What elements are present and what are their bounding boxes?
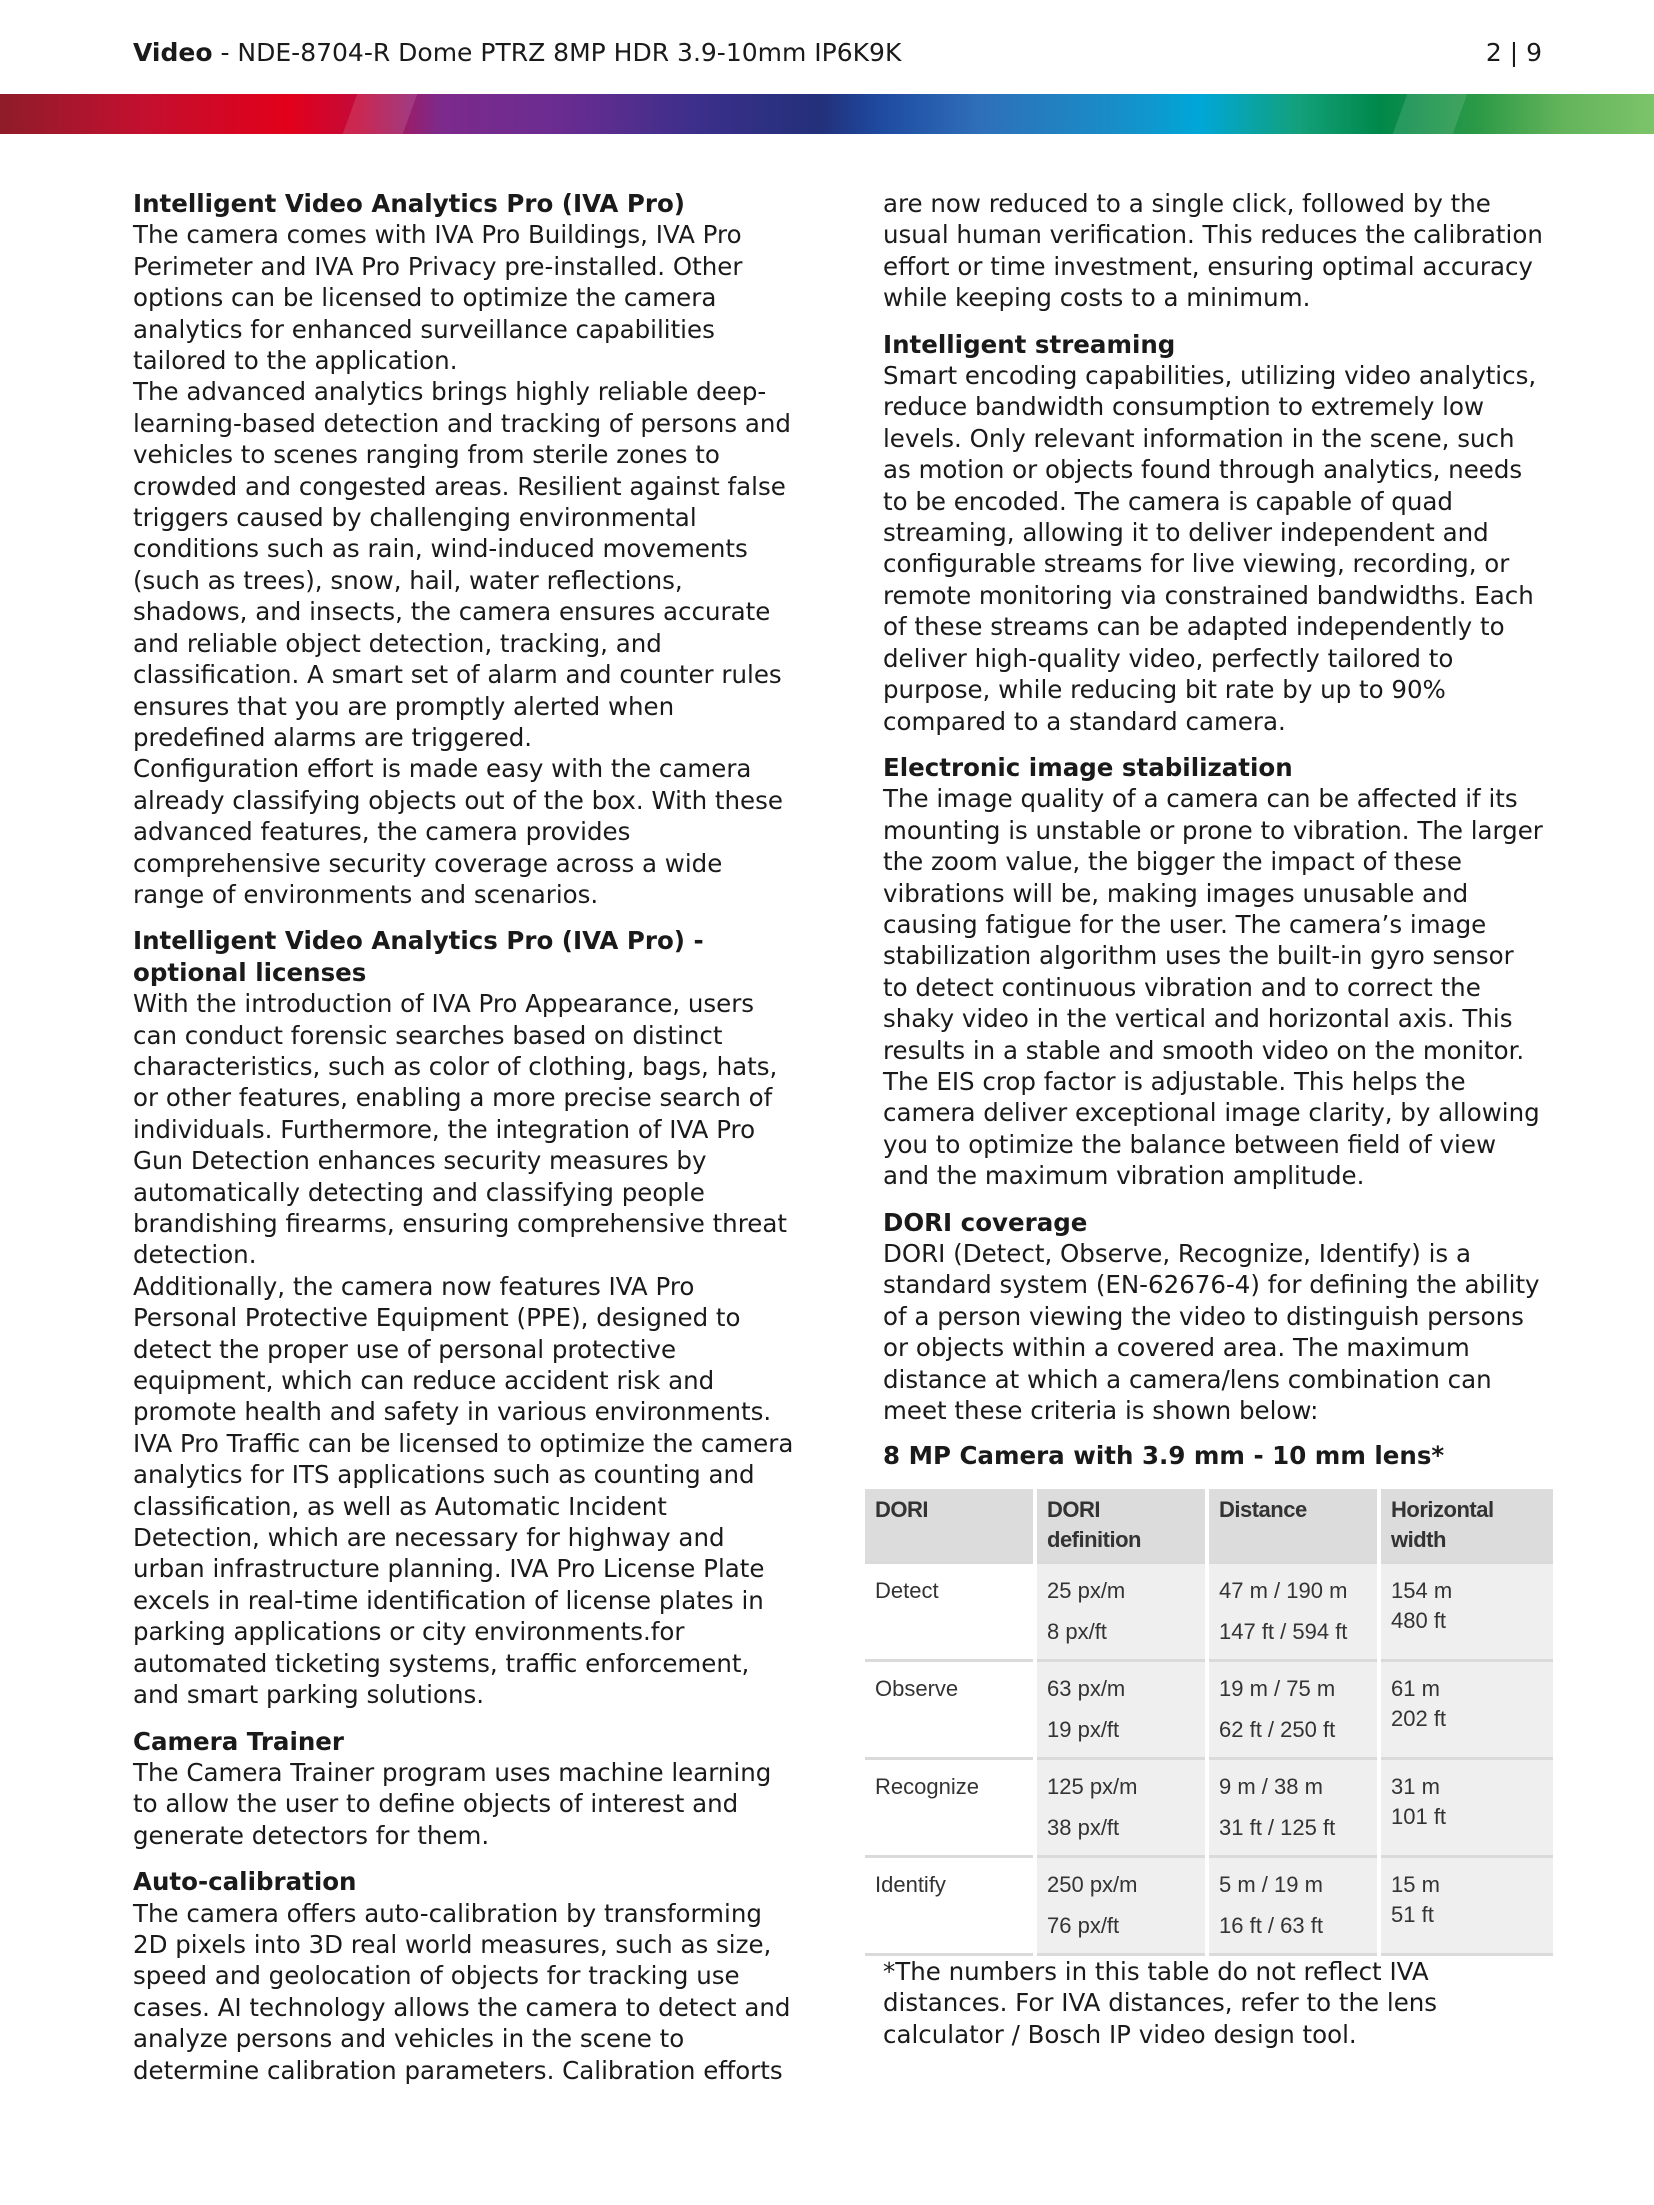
table-title: 8 MP Camera with 3.9 mm - 10 mm lens*: [883, 1441, 1445, 1471]
column-header: Distance: [1207, 1489, 1379, 1563]
dori-definition: [1035, 1660, 1207, 1758]
width-imperial: 101 ft: [1391, 1803, 1447, 1829]
section-heading-auto-calibration: Auto-calibration: [133, 1867, 357, 1897]
distance-metric: 19 m / 75 m: [1219, 1675, 1336, 1701]
definition-metric: 250 px/m: [1047, 1871, 1138, 1897]
dori-table: [865, 1489, 1553, 1956]
width-imperial: 480 ft: [1391, 1607, 1447, 1633]
horizontal-width: [1379, 1562, 1553, 1660]
paragraph: Smart encoding capabilities, utilizing video analytics, reduce bandwidth consumption to extremely low levels. Only relevant information in the scene, such as motion or objects found through analytics, needs to be encoded. The camera is capable of quad streaming, allowing it to deliver independent and configurable streams for live viewing, recording, or remote monitoring via constrained bandwidths. Each of these streams can be adapted independently to deliver high-quality video, perfectly tailored to purpose, while reducing bit rate by up to 90% compared to a standard camera.: [883, 361, 1537, 736]
distance-metric: 47 m / 190 m: [1219, 1577, 1348, 1603]
paragraph: DORI (Detect, Observe, Recognize, Identify) is a standard system (EN-62676-4) for defining the ability of a person viewing the video to distinguish persons or objects within a covered area. The maximum distance at which a camera/lens combination can meet these criteria is shown below:: [883, 1239, 1540, 1426]
width-metric: 154 m: [1391, 1577, 1453, 1603]
header-brand: Video: [133, 38, 213, 67]
width-metric: 31 m: [1391, 1773, 1440, 1799]
section-heading-dori: DORI coverage: [883, 1207, 1088, 1237]
horizontal-width: [1379, 1856, 1553, 1954]
dori-definition: [1035, 1856, 1207, 1954]
paragraph: The advanced analytics brings highly reliable deep-learning-based detection and tracking of persons and vehicles to scenes ranging from sterile zones to crowded and congested areas. Resilient against false triggers caused by challenging environmental conditions such as rain, wind-induced movements (such as trees), snow, hail, water reflections, shadows, and insects, the camera ensures accurate and reliable object detection, tracking, and classification. A smart set of alarm and counter rules ensures that you are promptly alerted when predefined alarms are triggered.: [133, 377, 791, 752]
section-heading-camera-trainer: Camera Trainer: [133, 1726, 344, 1756]
width-imperial: 202 ft: [1391, 1705, 1447, 1731]
right-column: [875, 188, 1543, 2050]
column-header: DORI: [865, 1489, 1035, 1563]
paragraph: With the introduction of IVA Pro Appearance, users can conduct forensic searches based on distinct characteristics, such as color of clothing, bags, hats, or other features, enabling a more precise search of individuals. Furthermore, the integration of IVA Pro Gun Detection enhances security measures by automatically detecting and classifying people brandishing firearms, ensuring comprehensive threat detection.: [133, 989, 787, 1270]
paragraph: The camera offers auto-calibration by transforming 2D pixels into 3D real world measures, such as size, speed and geolocation of objects for tracking use cases. AI technology allows the camera to detect and analyze persons and vehicles in the scene to determine calibration parameters. Calibration efforts: [133, 1898, 791, 2085]
section-heading-iva-pro: Intelligent Video Analytics Pro (IVA Pro): [133, 189, 685, 218]
table-footnote: *The numbers in this table do not reflect IVA distances. For IVA distances, refer to the lens calculator / Bosch IP video design tool.: [883, 1956, 1438, 2049]
dori-level: Observe: [865, 1660, 1035, 1758]
column-header: DORI definition: [1035, 1489, 1207, 1563]
definition-imperial: 38 px/ft: [1047, 1814, 1120, 1840]
dori-level: Identify: [865, 1856, 1035, 1954]
distance: [1207, 1562, 1379, 1660]
paragraph: The image quality of a camera can be affected if its mounting is unstable or prone to vibration. The larger the zoom value, the bigger the impact of these vibrations will be, making images unusable and causing fatigue for the user. The camera’s image stabilization algorithm uses the built-in gyro sensor to detect continuous vibration and to correct the shaky video in the vertical and horizontal axis. This results in a stable and smooth video on the monitor. The EIS crop factor is adjustable. This helps the camera deliver exceptional image clarity, by allowing you to optimize the balance between field of view and the maximum vibration amplitude.: [883, 784, 1543, 1191]
table-header-row: [865, 1489, 1553, 1563]
distance: [1207, 1758, 1379, 1856]
width-metric: 61 m: [1391, 1675, 1440, 1701]
brand-color-band: [0, 94, 1654, 134]
header-title: - NDE-8704-R Dome PTRZ 8MP HDR 3.9-10mm IP6K9K: [212, 38, 902, 67]
width-metric: 15 m: [1391, 1871, 1440, 1897]
dori-definition: [1035, 1562, 1207, 1660]
distance-imperial: 62 ft / 250 ft: [1219, 1716, 1336, 1742]
distance-metric: 5 m / 19 m: [1219, 1871, 1323, 1897]
distance: [1207, 1660, 1379, 1758]
table-row: [865, 1660, 1553, 1758]
horizontal-width: [1379, 1660, 1553, 1758]
paragraph: Configuration effort is made easy with the camera already classifying objects out of the box. With these advanced features, the camera provides comprehensive security coverage across a wide range of environments and scenarios.: [133, 754, 783, 909]
distance-metric: 9 m / 38 m: [1219, 1773, 1323, 1799]
paragraph: are now reduced to a single click, followed by the usual human verification. This reduces the calibration effort or time investment, ensuring optimal accuracy while keeping costs to a minimum.: [883, 189, 1543, 313]
distance-imperial: 147 ft / 594 ft: [1219, 1618, 1348, 1644]
distance-imperial: 31 ft / 125 ft: [1219, 1814, 1336, 1840]
width-imperial: 51 ft: [1391, 1901, 1434, 1927]
left-column: [133, 188, 798, 2086]
dori-level: Detect: [865, 1562, 1035, 1660]
paragraph: The camera comes with IVA Pro Buildings, IVA Pro Perimeter and IVA Pro Privacy pre-installed. Other options can be licensed to optimize the camera analytics for enhanced surveillance capabilities tailored to the application.: [133, 220, 743, 376]
dori-definition: [1035, 1758, 1207, 1856]
distance-imperial: 16 ft / 63 ft: [1219, 1912, 1323, 1938]
section-heading-intelligent-streaming: Intelligent streaming: [883, 329, 1176, 359]
table-row: [865, 1562, 1553, 1660]
column-header: Horizontal width: [1379, 1489, 1553, 1563]
table-row: [865, 1856, 1553, 1954]
section-heading-iva-pro-optional: Intelligent Video Analytics Pro (IVA Pro) - optional licenses: [133, 926, 704, 987]
definition-metric: 125 px/m: [1047, 1773, 1138, 1799]
dori-level: Recognize: [865, 1758, 1035, 1856]
page-header: [133, 36, 1542, 70]
paragraph: Additionally, the camera now features IVA Pro Personal Protective Equipment (PPE), designed to detect the proper use of personal protective equipment, which can reduce accident risk and promote health and safety in various environments.: [133, 1271, 772, 1427]
paragraph: The Camera Trainer program uses machine learning to allow the user to define objects of interest and generate detectors for them.: [133, 1757, 772, 1850]
definition-metric: 25 px/m: [1047, 1577, 1126, 1603]
definition-imperial: 8 px/ft: [1047, 1618, 1107, 1644]
definition-imperial: 19 px/ft: [1047, 1716, 1120, 1742]
horizontal-width: [1379, 1758, 1553, 1856]
definition-imperial: 76 px/ft: [1047, 1912, 1120, 1938]
table-row: [865, 1758, 1553, 1856]
definition-metric: 63 px/m: [1047, 1675, 1126, 1701]
paragraph: IVA Pro Traffic can be licensed to optimize the camera analytics for ITS applications such as counting and classification, as well as Automatic Incident Detection, which are necessary for highway and urban infrastructure planning. IVA Pro License Plate excels in real-time identification of license plates in parking applications or city environments.for automated ticketing systems, traffic enforcement, and smart parking solutions.: [133, 1428, 794, 1710]
distance: [1207, 1856, 1379, 1954]
page-number: 2 | 9: [1485, 38, 1542, 67]
section-heading-eis: Electronic image stabilization: [883, 752, 1293, 782]
